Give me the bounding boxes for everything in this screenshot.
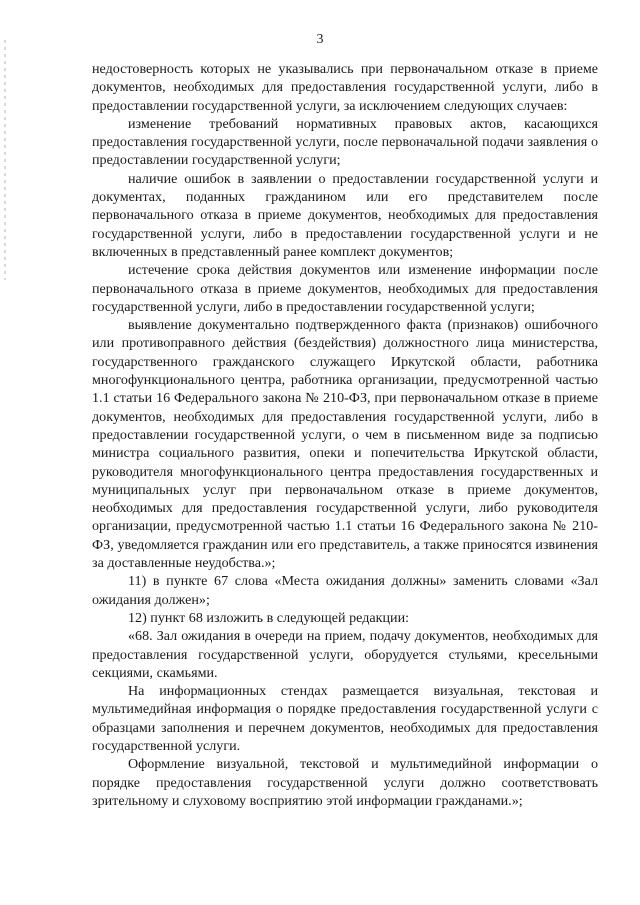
- paragraph-continuation: недостоверность которых не указывались при первоначальном отказе в приеме документов, необходимых для предоставления государственной услуги, либо в предоставлении государственной услуги, за исключением следующих случаев:: [92, 61, 598, 114]
- paragraph-exception-3: истечение срока действия документов или изменение информации после первоначального отказа в приеме документов, необходимых для предоставления государственной услуги, либо в предоставлении государственной услуги;: [92, 262, 598, 315]
- paragraph-clause-68: «68. Зал ожидания в очереди на прием, подачу документов, необходимых для предоставления государственной услуги, оборудуется стульями, кресельными секциями, скамьями.: [92, 628, 598, 681]
- paragraph-item-11: 11) в пункте 67 слова «Места ожидания должны» заменить словами «Зал ожидания должен»;: [92, 573, 598, 608]
- document-body: [92, 60, 598, 810]
- scan-edge-mark: [4, 40, 6, 280]
- paragraph-info-design: Оформление визуальной, текстовой и мультимедийной информации о порядке предоставления государственной услуги должно соответствовать зрительному и слуховому восприятию этой информации гражданами.»;: [92, 756, 598, 809]
- paragraph-exception-1: изменение требований нормативных правовых актов, касающихся предоставления государственной услуги, после первоначальной подачи заявления о предоставлении государственной услуги;: [92, 115, 598, 169]
- page-number: 3: [316, 32, 324, 47]
- paragraph-info-stands: На информационных стендах размещается визуальная, текстовая и мультимедийная информация о порядке предоставления государственной услуги с образцами заполнения и перечнем документов, необходимых для предоставления государственной услуги.: [92, 683, 598, 754]
- paragraph-exception-4: выявление документально подтвержденного факта (признаков) ошибочного или противоправного действия (бездействия) должностного лица министерства, государственного гражданского служащего Иркутской области, работника многофункционального центра, работника организации, предусмотренной частью 1.1 статьи 16 Федерального закона № 210-ФЗ, при первоначальном отказе в приеме документов, необходимых для предоставления государственной услуги, либо в предоставлении государственной услуги, о чем в письменном виде за подписью министра социального развития, опеки и попечительства Иркутской области, руководителя многофункционального центра предоставления государственных и муниципальных услуг при первоначальном отказе в приеме документов, необходимых для предоставления государственной услуги, либо руководителя организации, предусмотренной частью 1.1 статьи 16 Федерального закона № 210-ФЗ, уведомляется гражданин или его представитель, а также приносятся извинения за доставленные неудобства.»;: [92, 317, 598, 572]
- paragraph-exception-2: наличие ошибок в заявлении о предоставлении государственной услуги и документах, поданных гражданином или его представителем после первоначального отказа в приеме документов, необходимых для предоставления государственной услуги, либо в предоставлении государственной услуги и не включенных в представленный ранее комплект документов;: [92, 170, 598, 260]
- paragraph-item-12: 12) пункт 68 изложить в следующей редакции:: [128, 609, 410, 626]
